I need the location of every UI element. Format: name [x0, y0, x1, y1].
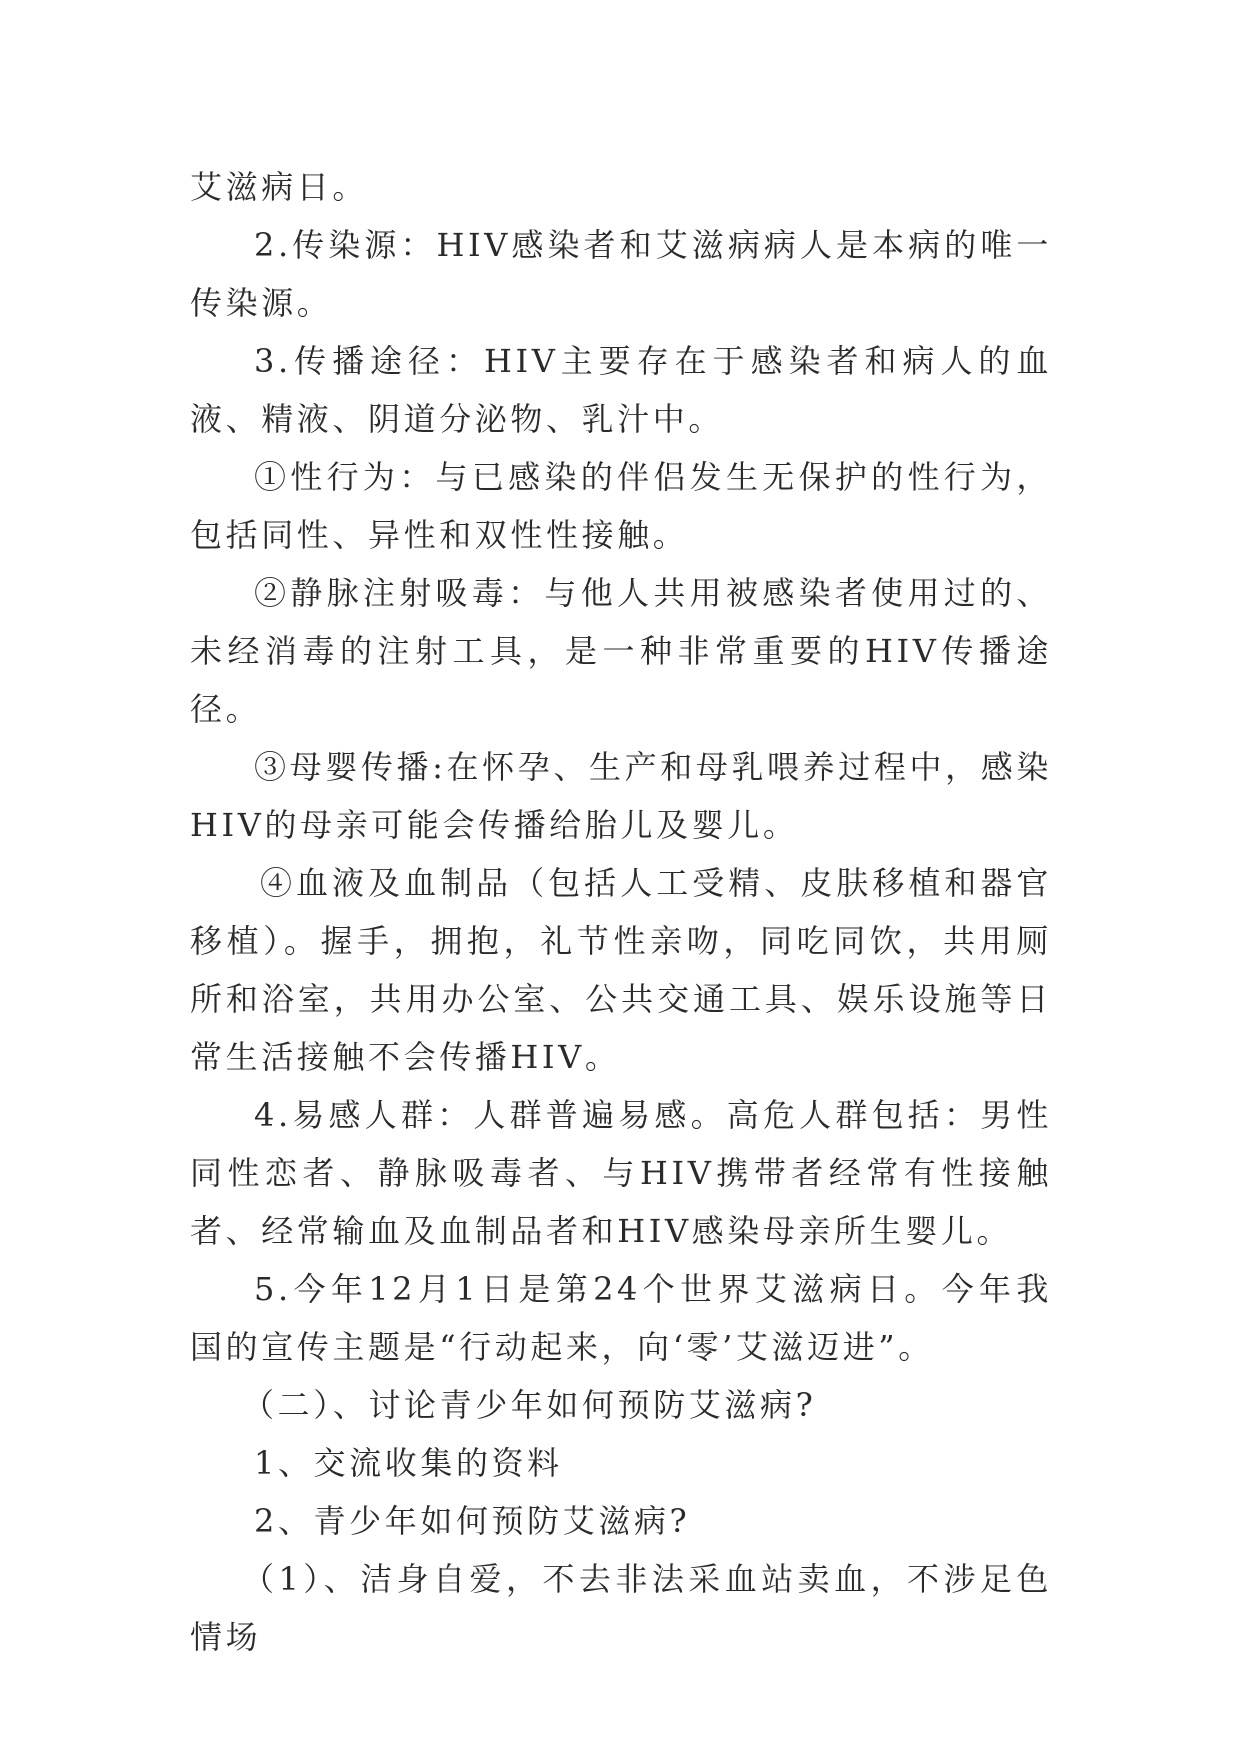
- paragraph-prevention-item-1: （1）、洁身自爱，不去非法采血站卖血，不涉足色情场: [190, 1560, 1052, 1656]
- paragraph-blood-products: ④血液及血制品（包括人工受精、皮肤移植和器官移植）。握手，拥抱，礼节性亲吻，同吃同饮，共用厕所和浴室，共用办公室、公共交通工具、娱乐设施等日常生活接触不会传播HIV。: [190, 864, 1052, 1076]
- paragraph-drug-injection: ②静脉注射吸毒：与他人共用被感染者使用过的、未经消毒的注射工具，是一种非常重要的HIV传播途径。: [190, 574, 1052, 728]
- paragraph-prevention-question: 2、青少年如何预防艾滋病?: [254, 1502, 691, 1540]
- paragraph-aids-day-theme: 5.今年12月1日是第24个世界艾滋病日。今年我国的宣传主题是“行动起来，向‘零’艾滋迈进”。: [190, 1270, 1052, 1366]
- paragraph-section-two-heading: （二）、讨论青少年如何预防艾滋病?: [242, 1386, 817, 1424]
- paragraph-exchange-materials: 1、交流收集的资料: [254, 1444, 563, 1482]
- body-text: [190, 158, 1052, 1666]
- paragraph-sexual-transmission: ①性行为：与已感染的伴侣发生无保护的性行为，包括同性、异性和双性性接触。: [190, 458, 1052, 554]
- paragraph-continuation: 艾滋病日。: [190, 168, 369, 206]
- paragraph-infection-source: 2.传染源：HIV感染者和艾滋病病人是本病的唯一传染源。: [190, 226, 1052, 322]
- paragraph-transmission-route: 3.传播途径：HIV主要存在于感染者和病人的血液、精液、阴道分泌物、乳汁中。: [190, 342, 1052, 438]
- paragraph-susceptible-population: 4.易感人群：人群普遍易感。高危人群包括：男性同性恋者、静脉吸毒者、与HIV携带者经常有性接触者、经常输血及血制品者和HIV感染母亲所生婴儿。: [190, 1096, 1052, 1250]
- paragraph-mother-infant: ③母婴传播:在怀孕、生产和母乳喂养过程中，感染HIV的母亲可能会传播给胎儿及婴儿。: [190, 748, 1052, 844]
